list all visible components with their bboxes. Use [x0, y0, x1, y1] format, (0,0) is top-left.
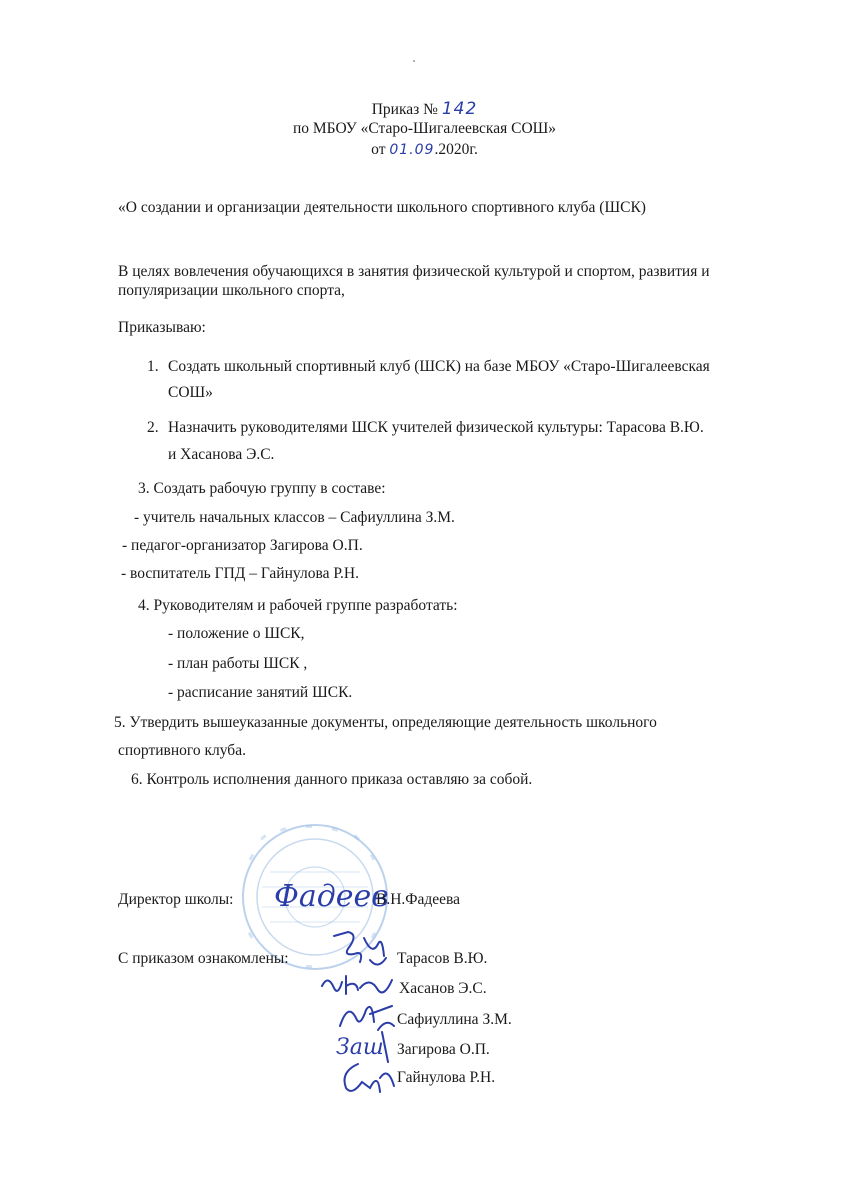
item-2-number: 2. — [147, 419, 159, 436]
date-handwritten: 01.09 — [389, 142, 435, 158]
order-title: Приказ № 142 — [371, 99, 478, 119]
signature-zagirova-text: Заш — [336, 1035, 384, 1060]
order-word: Приказываю: — [118, 319, 206, 336]
order-date: от 01.09.2020г. — [371, 141, 478, 158]
signature-gainulova — [334, 1058, 400, 1098]
acknowledged-label: С приказом ознакомлены: — [118, 950, 289, 967]
item-2-line-2: и Хасанова Э.С. — [168, 446, 275, 463]
item-1-line-2: СОШ» — [168, 384, 213, 401]
scan-speck — [413, 60, 415, 62]
item-2-line-1: Назначить руководителями ШСК учителей физической культуры: Тарасова В.Ю. — [168, 419, 704, 436]
item-3-member-3: - воспитатель ГПД – Гайнулова Р.Н. — [121, 565, 359, 582]
ack-name-2: Хасанов Э.С. — [399, 980, 487, 997]
preamble-line-2: популяризации школьного спорта, — [118, 282, 345, 299]
director-signature-text: Фадеев — [274, 879, 389, 914]
item-4-doc-2: - план работы ШСК , — [168, 655, 308, 672]
item-5-line-1: 5. Утвердить вышеуказанные документы, определяющие деятельность школьного — [114, 714, 657, 731]
item-5-line-2: спортивного клуба. — [118, 742, 246, 759]
director-signature — [268, 870, 389, 920]
item-3: 3. Создать рабочую группу в составе: — [138, 480, 386, 497]
ack-name-1: Тарасов В.Ю. — [397, 950, 488, 967]
ack-name-5: Гайнулова Р.Н. — [397, 1069, 496, 1086]
director-label: Директор школы: — [118, 891, 234, 908]
director-name: В.Н.Фадеева — [376, 891, 461, 908]
item-4-doc-1: - положение о ШСК, — [168, 625, 305, 642]
order-number-handwritten: 142 — [441, 99, 478, 119]
item-4: 4. Руководителям и рабочей группе разработать: — [138, 597, 458, 614]
item-1-line-1: Создать школьный спортивный клуб (ШСК) на базе МБОУ «Старо-Шигалеевская — [168, 358, 710, 375]
ack-name-4: Загирова О.П. — [397, 1041, 490, 1058]
preamble-line-1: В целях вовлечения обучающихся в занятия физической культурой и спортом, развития и — [118, 263, 710, 280]
item-4-doc-3: - расписание занятий ШСК. — [168, 684, 353, 701]
ack-name-3: Сафиуллина З.М. — [397, 1011, 512, 1028]
item-3-member-2: - педагог-организатор Загирова О.П. — [122, 537, 363, 554]
item-3-member-1: - учитель начальных классов – Сафиуллина З.М. — [134, 509, 455, 526]
order-subject: «О создании и организации деятельности школьного спортивного клуба (ШСК) — [118, 199, 646, 216]
order-organization: по МБОУ «Старо-Шигалеевская СОШ» — [292, 120, 557, 137]
item-1-number: 1. — [147, 358, 159, 375]
item-6: 6. Контроль исполнения данного приказа оставляю за собой. — [131, 771, 533, 788]
